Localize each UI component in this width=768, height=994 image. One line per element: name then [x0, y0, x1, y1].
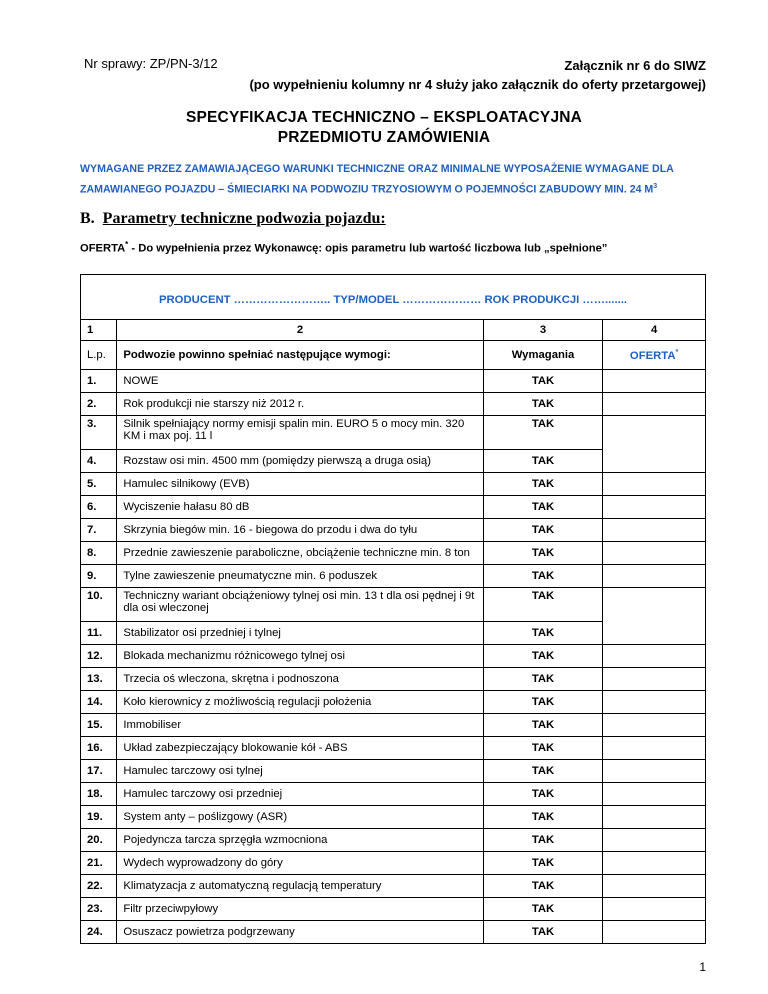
row-offer-cell[interactable]	[603, 668, 706, 691]
row-lp: 7.	[81, 519, 117, 542]
col-number-2: 2	[117, 320, 483, 341]
row-offer-cell[interactable]	[603, 875, 706, 898]
row-offer-cell[interactable]	[603, 829, 706, 852]
row-lp: 22.	[81, 875, 117, 898]
table-row	[81, 473, 706, 496]
section-title: Parametry techniczne podwozia pojazdu:	[102, 210, 386, 227]
header-description: Podwozie powinno spełniać następujące wymogi:	[117, 341, 483, 370]
section-letter: B.	[80, 210, 95, 227]
table-row	[81, 519, 706, 542]
row-lp: 16.	[81, 737, 117, 760]
row-offer-cell[interactable]	[603, 588, 706, 645]
table-row	[81, 921, 706, 944]
attachment-line-1: Załącznik nr 6 do SIWZ	[564, 58, 706, 73]
oferta-label: OFERTA	[80, 242, 126, 255]
table-row	[81, 783, 706, 806]
col-number-4: 4	[603, 320, 706, 341]
row-requirement: TAK	[483, 668, 602, 691]
row-lp: 6.	[81, 496, 117, 519]
spec-table	[80, 274, 706, 944]
row-requirement: TAK	[483, 806, 602, 829]
table-row	[81, 588, 706, 622]
row-requirement: TAK	[483, 542, 602, 565]
row-lp: 20.	[81, 829, 117, 852]
row-requirement: TAK	[483, 393, 602, 416]
row-description: System anty – poślizgowy (ASR)	[117, 806, 483, 829]
row-description: Silnik spełniający normy emisji spalin min. EURO 5 o mocy min. 320 KM i max poj. 11 l	[117, 416, 483, 450]
row-offer-cell[interactable]	[603, 496, 706, 519]
row-lp: 10.	[81, 588, 117, 622]
row-lp: 8.	[81, 542, 117, 565]
row-description: Blokada mechanizmu różnicowego tylnej osi	[117, 645, 483, 668]
row-offer-cell[interactable]	[603, 760, 706, 783]
row-description: Koło kierownicy z możliwością regulacji położenia	[117, 691, 483, 714]
row-lp: 18.	[81, 783, 117, 806]
header-requirements: Wymagania	[483, 341, 602, 370]
row-requirement: TAK	[483, 852, 602, 875]
row-offer-cell[interactable]	[603, 691, 706, 714]
row-requirement: TAK	[483, 450, 602, 473]
row-offer-cell[interactable]	[603, 565, 706, 588]
row-lp: 15.	[81, 714, 117, 737]
attachment-header	[249, 56, 706, 94]
row-offer-cell[interactable]	[603, 737, 706, 760]
page-number: 1	[699, 960, 706, 974]
row-offer-cell[interactable]	[603, 852, 706, 875]
row-requirement: TAK	[483, 588, 602, 622]
row-offer-cell[interactable]	[603, 921, 706, 944]
row-lp: 3.	[81, 416, 117, 450]
row-lp: 14.	[81, 691, 117, 714]
table-row	[81, 852, 706, 875]
row-requirement: TAK	[483, 875, 602, 898]
row-description: Wyciszenie hałasu 80 dB	[117, 496, 483, 519]
row-description: Układ zabezpieczający blokowanie kół - ABS	[117, 737, 483, 760]
row-requirement: TAK	[483, 783, 602, 806]
row-description: Rok produkcji nie starszy niż 2012 r.	[117, 393, 483, 416]
row-description: Osuszacz powietrza podgrzewany	[117, 921, 483, 944]
row-lp: 23.	[81, 898, 117, 921]
row-requirement: TAK	[483, 496, 602, 519]
oferta-asterisk: *	[125, 240, 129, 249]
requirements-superscript: 3	[653, 183, 658, 190]
table-row	[81, 806, 706, 829]
row-description: Techniczny wariant obciążeniowy tylnej osi min. 13 t dla osi pędnej i 9t dla osi wleczonej	[117, 588, 483, 622]
row-description: Pojedyncza tarcza sprzęgła wzmocniona	[117, 829, 483, 852]
table-row	[81, 645, 706, 668]
row-requirement: TAK	[483, 898, 602, 921]
row-lp: 9.	[81, 565, 117, 588]
row-requirement: TAK	[483, 416, 602, 450]
row-description: Immobiliser	[117, 714, 483, 737]
table-row	[81, 496, 706, 519]
header-lp: L.p.	[81, 341, 117, 370]
case-number: Nr sprawy: ZP/PN-3/12	[84, 56, 218, 71]
table-row	[81, 691, 706, 714]
row-description: Hamulec tarczowy osi tylnej	[117, 760, 483, 783]
oferta-text: - Do wypełnienia przez Wykonawcę: opis parametru lub wartość liczbowa lub „spełnione”	[128, 242, 608, 255]
table-row	[81, 416, 706, 450]
row-lp: 21.	[81, 852, 117, 875]
attachment-line-2: (po wypełnieniu kolumny nr 4 służy jako załącznik do oferty przetargowej)	[249, 77, 706, 92]
table-row	[81, 737, 706, 760]
row-lp: 4.	[81, 450, 117, 473]
row-offer-cell[interactable]	[603, 519, 706, 542]
title-line-2: PRZEDMIOTU ZAMÓWIENIA	[277, 129, 491, 146]
row-offer-cell[interactable]	[603, 370, 706, 393]
col-number-1: 1	[81, 320, 117, 341]
row-description: Trzecia oś wleczona, skrętna i podnoszona	[117, 668, 483, 691]
requirements-text: WYMAGANE PRZEZ ZAMAWIAJĄCEGO WARUNKI TECHNICZNE ORAZ MINIMALNE WYPOSAŻENIE WYMAGANE DLA ZAMAWIANEGO POJAZDU – ŚMIECIARKI NA PODWOZIU TRZYOSIOWYM O POJEMNOŚCI ZABUDOWY MIN. 24 M	[80, 163, 674, 196]
table-row	[81, 393, 706, 416]
header-offer-label: OFERTA	[629, 349, 676, 362]
header-row	[81, 341, 706, 370]
row-requirement: TAK	[483, 519, 602, 542]
table-row	[81, 898, 706, 921]
row-offer-cell[interactable]	[603, 806, 706, 829]
row-lp: 12.	[81, 645, 117, 668]
row-offer-cell[interactable]	[603, 714, 706, 737]
table-row	[81, 370, 706, 393]
row-description: Stabilizator osi przedniej i tylnej	[117, 622, 483, 645]
row-requirement: TAK	[483, 829, 602, 852]
row-requirement: TAK	[483, 473, 602, 496]
col-number-3: 3	[483, 320, 602, 341]
row-description: Filtr przeciwpyłowy	[117, 898, 483, 921]
row-requirement: TAK	[483, 714, 602, 737]
row-description: Hamulec tarczowy osi przedniej	[117, 783, 483, 806]
row-lp: 24.	[81, 921, 117, 944]
row-lp: 5.	[81, 473, 117, 496]
table-row	[81, 875, 706, 898]
row-offer-cell[interactable]	[603, 542, 706, 565]
row-description: Rozstaw osi min. 4500 mm (pomiędzy pierwszą a druga osią)	[117, 450, 483, 473]
table-row	[81, 829, 706, 852]
row-lp: 11.	[81, 622, 117, 645]
row-requirement: TAK	[483, 737, 602, 760]
row-description: Klimatyzacja z automatyczną regulacją temperatury	[117, 875, 483, 898]
row-offer-cell[interactable]	[603, 473, 706, 496]
row-offer-cell[interactable]	[603, 783, 706, 806]
row-requirement: TAK	[483, 622, 602, 645]
table-row	[81, 565, 706, 588]
row-description: Tylne zawieszenie pneumatyczne min. 6 poduszek	[117, 565, 483, 588]
row-offer-cell[interactable]	[603, 393, 706, 416]
row-offer-cell[interactable]	[603, 645, 706, 668]
table-row	[81, 542, 706, 565]
row-requirement: TAK	[483, 565, 602, 588]
row-requirement: TAK	[483, 370, 602, 393]
header-offer-asterisk: *	[675, 348, 679, 356]
producer-line: PRODUCENT …………………….. TYP/MODEL ………………… ROK PRODUKCJI …….......	[81, 275, 706, 320]
row-offer-cell[interactable]	[603, 898, 706, 921]
row-lp: 1.	[81, 370, 117, 393]
row-requirement: TAK	[483, 760, 602, 783]
row-lp: 19.	[81, 806, 117, 829]
row-description: Wydech wyprowadzony do góry	[117, 852, 483, 875]
title-line-1: SPECYFIKACJA TECHNICZNO – EKSPLOATACYJNA	[185, 109, 583, 126]
table-row	[81, 760, 706, 783]
row-requirement: TAK	[483, 691, 602, 714]
table-row	[81, 668, 706, 691]
row-lp: 17.	[81, 760, 117, 783]
row-description: Przednie zawieszenie paraboliczne, obciążenie techniczne min. 8 ton	[117, 542, 483, 565]
column-number-row	[81, 320, 706, 341]
requirements-heading	[80, 160, 720, 199]
row-lp: 13.	[81, 668, 117, 691]
row-offer-cell[interactable]	[603, 416, 706, 473]
row-lp: 2.	[81, 393, 117, 416]
row-description: NOWE	[117, 370, 483, 393]
row-description: Hamulec silnikowy (EVB)	[117, 473, 483, 496]
row-description: Skrzynia biegów min. 16 - biegowa do przodu i dwa do tyłu	[117, 519, 483, 542]
document-title	[0, 108, 768, 148]
table-row	[81, 714, 706, 737]
header-offer	[603, 341, 706, 370]
row-requirement: TAK	[483, 921, 602, 944]
section-heading	[80, 210, 386, 228]
row-requirement: TAK	[483, 645, 602, 668]
oferta-note	[80, 240, 607, 255]
